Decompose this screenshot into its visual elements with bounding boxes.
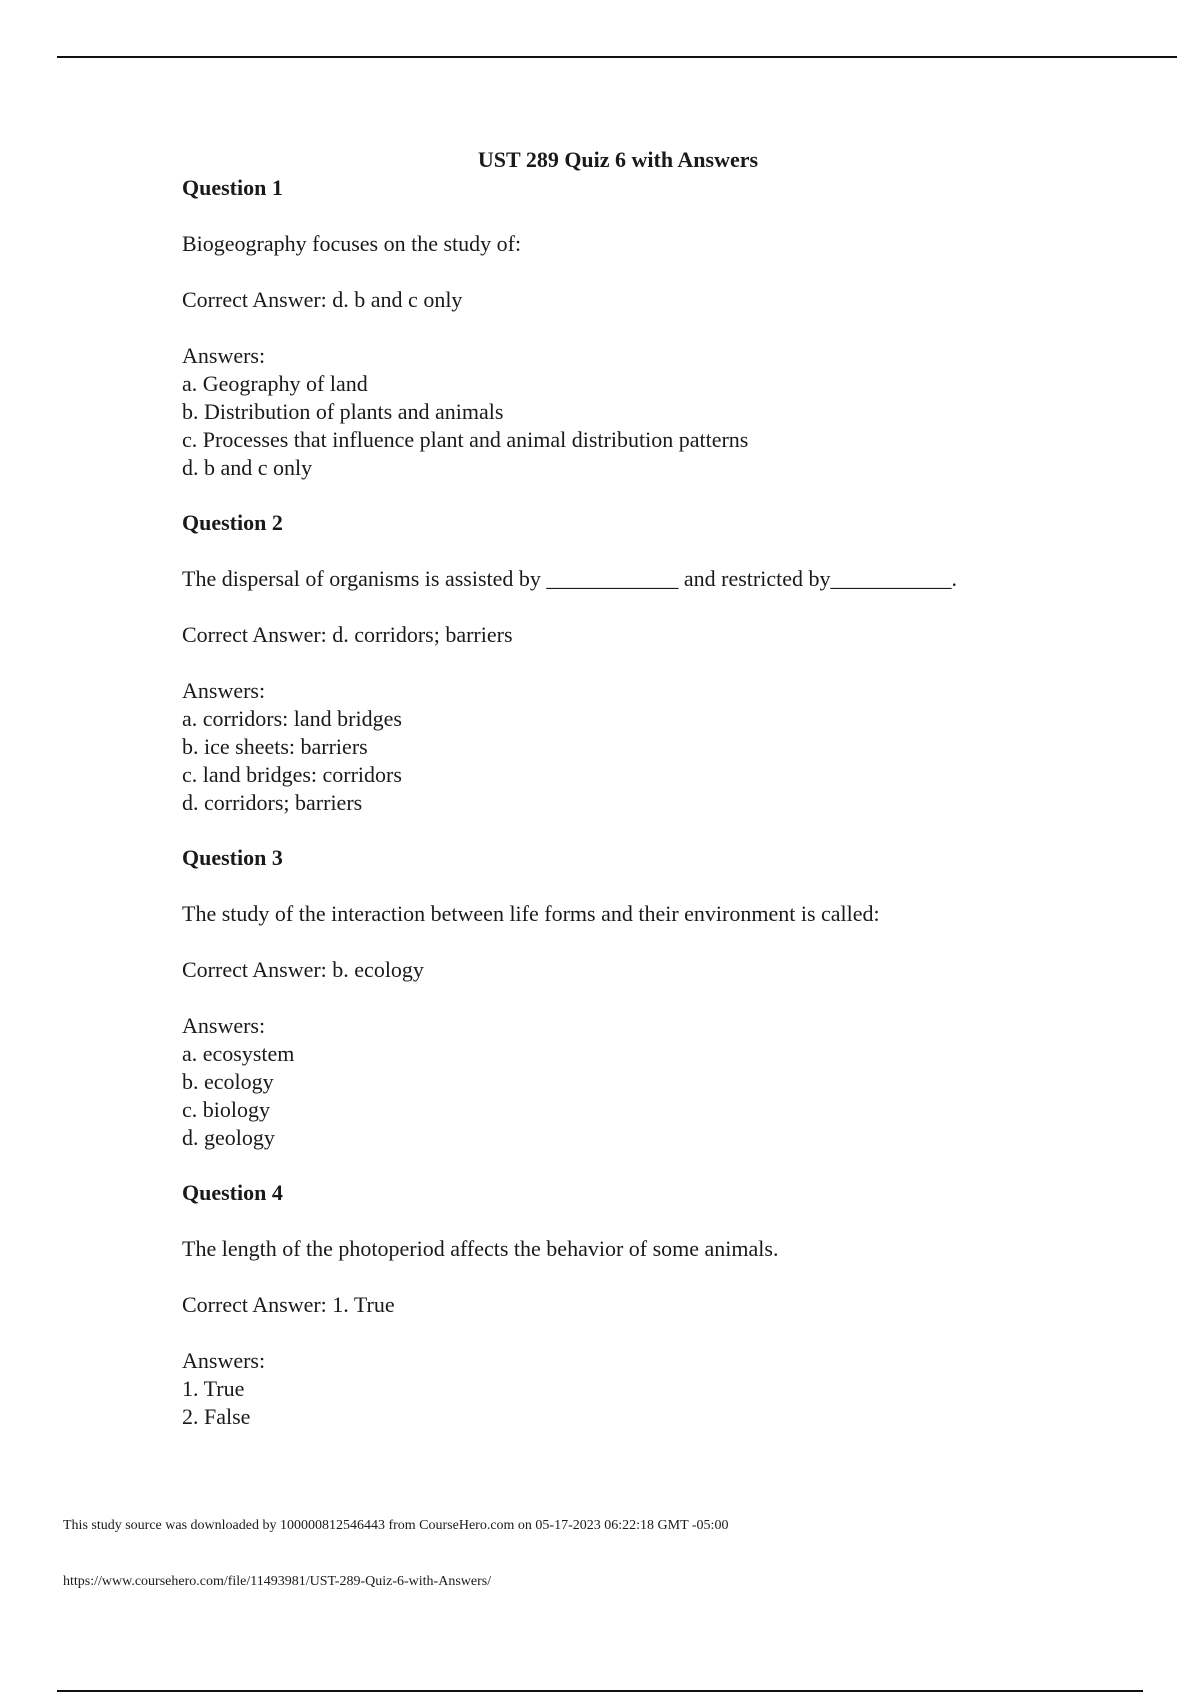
- question-text: The length of the photoperiod affects the behavior of some animals.: [182, 1236, 779, 1261]
- answer-options: [182, 1375, 1082, 1431]
- question-heading: Question 2: [182, 510, 283, 535]
- question-heading: Question 1: [182, 175, 283, 200]
- answer-option: 2. False: [182, 1404, 251, 1429]
- source-url[interactable]: https://www.coursehero.com/file/11493981/UST-289-Quiz-6-with-Answers/: [63, 1574, 492, 1589]
- answer-option: d. corridors; barriers: [182, 790, 363, 815]
- download-notice: This study source was downloaded by 100000812546443 from CourseHero.com on 05-17-2023 06:22:18 GMT -05:00: [63, 1518, 729, 1533]
- question-text: Biogeography focuses on the study of:: [182, 231, 522, 256]
- answer-option: 1. True: [182, 1376, 245, 1401]
- answer-option: c. land bridges: corridors: [182, 762, 402, 787]
- correct-answer: Correct Answer: d. b and c only: [182, 287, 463, 312]
- answer-options: [182, 370, 1082, 482]
- correct-answer: Correct Answer: b. ecology: [182, 957, 424, 982]
- question-block: [182, 509, 1082, 817]
- answers-label: Answers:: [182, 1348, 266, 1373]
- question-text: The study of the interaction between life forms and their environment is called:: [182, 901, 880, 926]
- correct-answer: Correct Answer: d. corridors; barriers: [182, 622, 513, 647]
- question-block: [182, 1179, 1082, 1431]
- answer-option: b. ecology: [182, 1069, 274, 1094]
- answer-option: c. biology: [182, 1097, 270, 1122]
- answer-option: c. Processes that influence plant and animal distribution patterns: [182, 427, 749, 452]
- document-title: UST 289 Quiz 6 with Answers: [477, 147, 759, 172]
- correct-answer: Correct Answer: 1. True: [182, 1292, 395, 1317]
- answer-options: [182, 705, 1082, 817]
- answer-option: a. corridors: land bridges: [182, 706, 402, 731]
- answer-option: b. Distribution of plants and animals: [182, 399, 504, 424]
- answer-option: a. Geography of land: [182, 371, 368, 396]
- question-heading: Question 4: [182, 1180, 283, 1205]
- quiz-content: [182, 174, 1082, 1431]
- header-rule: [57, 56, 1177, 58]
- answer-option: d. b and c only: [182, 455, 313, 480]
- answers-label: Answers:: [182, 1013, 266, 1038]
- question-block: [182, 174, 1082, 482]
- answers-label: Answers:: [182, 678, 266, 703]
- question-block: [182, 844, 1082, 1152]
- footer-rule: [57, 1690, 1143, 1692]
- question-text: The dispersal of organisms is assisted by ____________ and restricted by___________.: [182, 566, 957, 591]
- answers-label: Answers:: [182, 343, 266, 368]
- answer-option: d. geology: [182, 1125, 275, 1150]
- question-heading: Question 3: [182, 845, 283, 870]
- answer-option: b. ice sheets: barriers: [182, 734, 368, 759]
- answer-option: a. ecosystem: [182, 1041, 295, 1066]
- answer-options: [182, 1040, 1082, 1152]
